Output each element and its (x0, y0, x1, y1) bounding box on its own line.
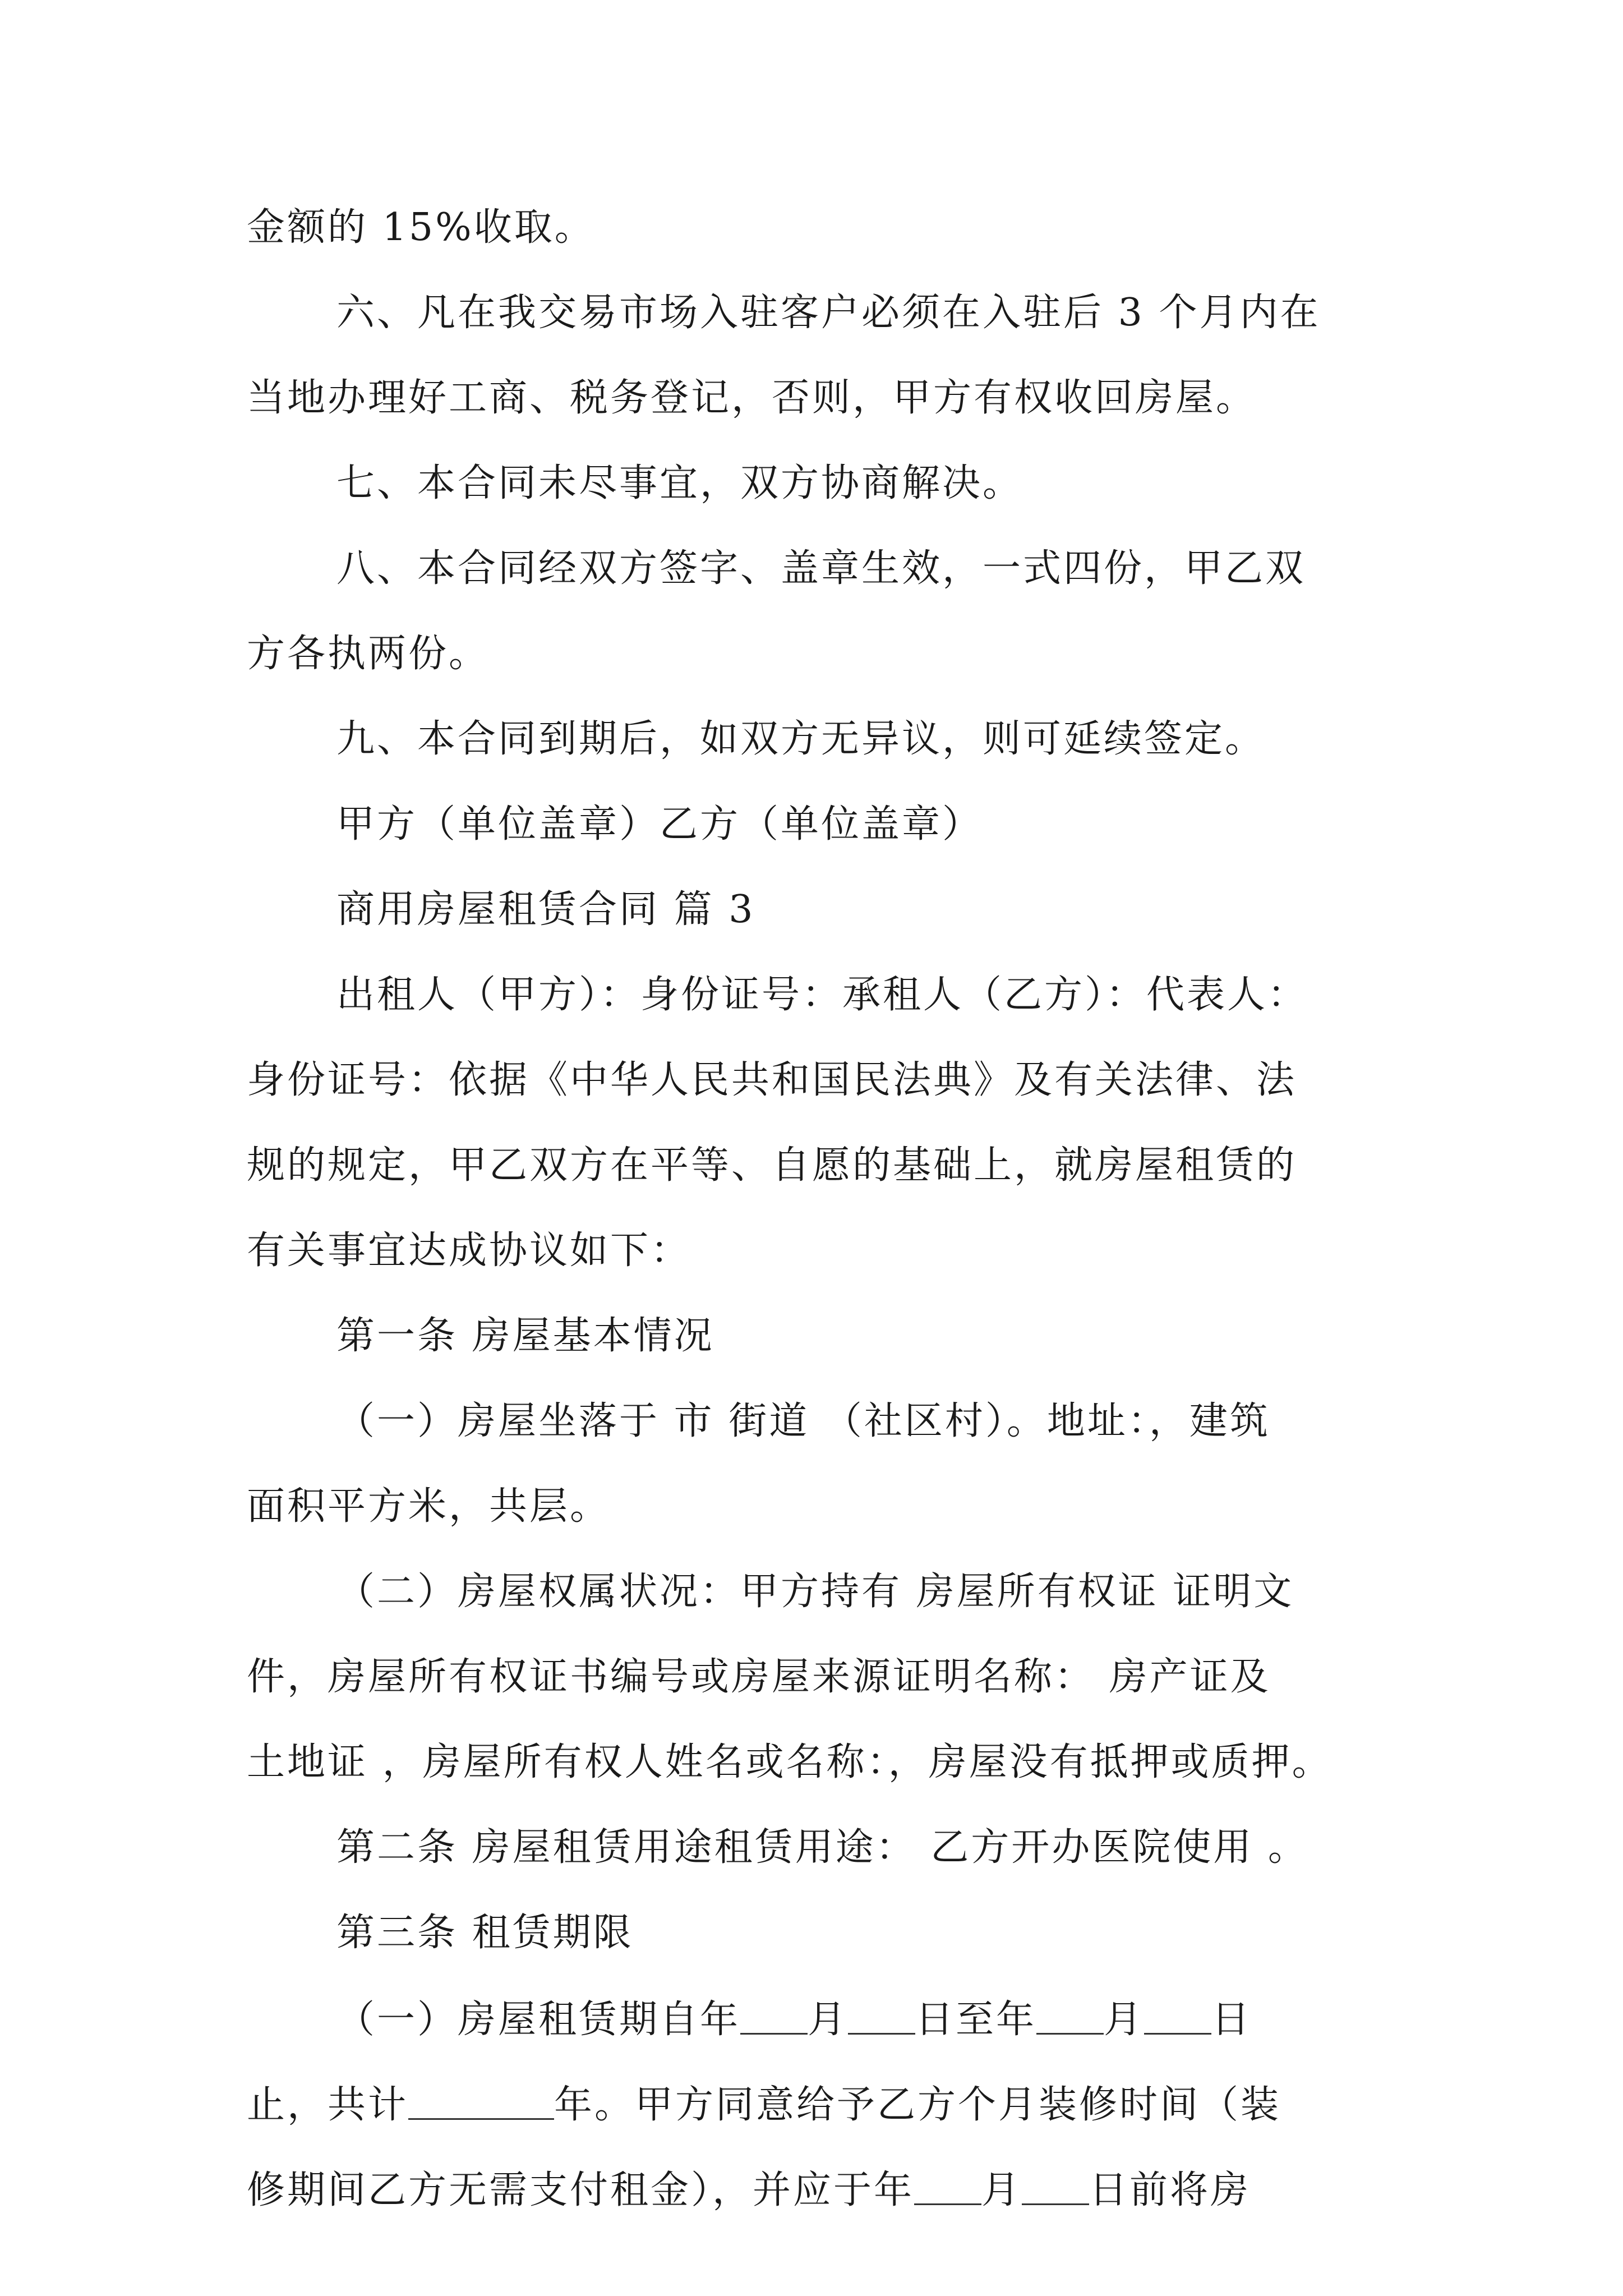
text-segment: 年。甲方同意给予乙方个月装修时间（装 (554, 2083, 1281, 2127)
fill-blank (848, 1999, 915, 2035)
text-line: 土地证 ，房屋所有权人姓名或名称：，房屋没有抵押或质押。 (247, 1740, 1332, 1784)
text-line (247, 2170, 1251, 2210)
article-3-item-1 (336, 1998, 1252, 2042)
text-segment: 月 (808, 1998, 849, 2042)
fill-blank (1022, 2170, 1089, 2205)
article-2-heading: 第二条 房屋租赁用途租赁用途： 乙方开办医院使用 。 (336, 1825, 1308, 1870)
signature-line: 甲方（单位盖章）乙方（单位盖章） (336, 802, 983, 846)
text-segment: （一）房屋租赁期自年 (336, 1998, 741, 2042)
text-segment: 修期间乙方无需支付租金），并应于年 (247, 2168, 915, 2212)
clause-9: 九、本合同到期后，如双方无异议，则可延续签定。 (336, 717, 1266, 761)
text-segment: 日前将房 (1089, 2168, 1251, 2212)
clause-7: 七、本合同未尽事宜，双方协商解决。 (336, 461, 1023, 505)
article-1-heading: 第一条 房屋基本情况 (336, 1314, 714, 1358)
fill-blank (740, 1999, 808, 2035)
text-segment: 月 (981, 2168, 1022, 2212)
text-segment: 日 (1211, 1998, 1252, 2042)
fill-blank (1144, 1999, 1211, 2035)
article-1-item-1: （一）房屋坐落于 市 街道 （社区村）。地址：，建筑 (336, 1399, 1270, 1443)
fill-blank (408, 2085, 554, 2120)
article-1-item-2: （二）房屋权属状况：甲方持有 房屋所有权证 证明文 (336, 1570, 1294, 1614)
parties-line: 出租人（甲方）：身份证号：承租人（乙方）：代表人： (336, 973, 1308, 1017)
text-segment: 月 (1104, 1998, 1145, 2042)
section-title: 商用房屋租赁合同 篇 3 (336, 887, 755, 932)
fill-blank (914, 2170, 981, 2205)
text-line: 规的规定，甲乙双方在平等、自愿的基础上，就房屋租赁的 (247, 1143, 1297, 1188)
text-line: 身份证号：依据《中华人民共和国民法典》及有关法律、法 (247, 1058, 1297, 1102)
clause-8: 八、本合同经双方签字、盖章生效，一式四份，甲乙双 (336, 546, 1306, 591)
clause-6: 六、凡在我交易市场入驻客户必须在入驻后 3 个月内在 (336, 291, 1321, 335)
fill-blank (1036, 1999, 1104, 2035)
text-line: 件，房屋所有权证书编号或房屋来源证明名称： 房产证及 (247, 1655, 1271, 1699)
text-line: 有关事宜达成协议如下： (247, 1228, 691, 1273)
text-line: 面积平方米，共层。 (247, 1484, 611, 1529)
text-line: 当地办理好工商、税务登记，否则，甲方有权收回房屋。 (247, 376, 1257, 420)
article-3-heading: 第三条 租赁期限 (336, 1911, 634, 1955)
text-segment: 止，共计 (247, 2083, 409, 2127)
text-line (247, 2083, 1281, 2127)
text-line: 方各执两份。 (247, 632, 490, 676)
text-segment: 日至年 (915, 1998, 1037, 2042)
text-line: 金额的 15%收取。 (247, 205, 595, 250)
